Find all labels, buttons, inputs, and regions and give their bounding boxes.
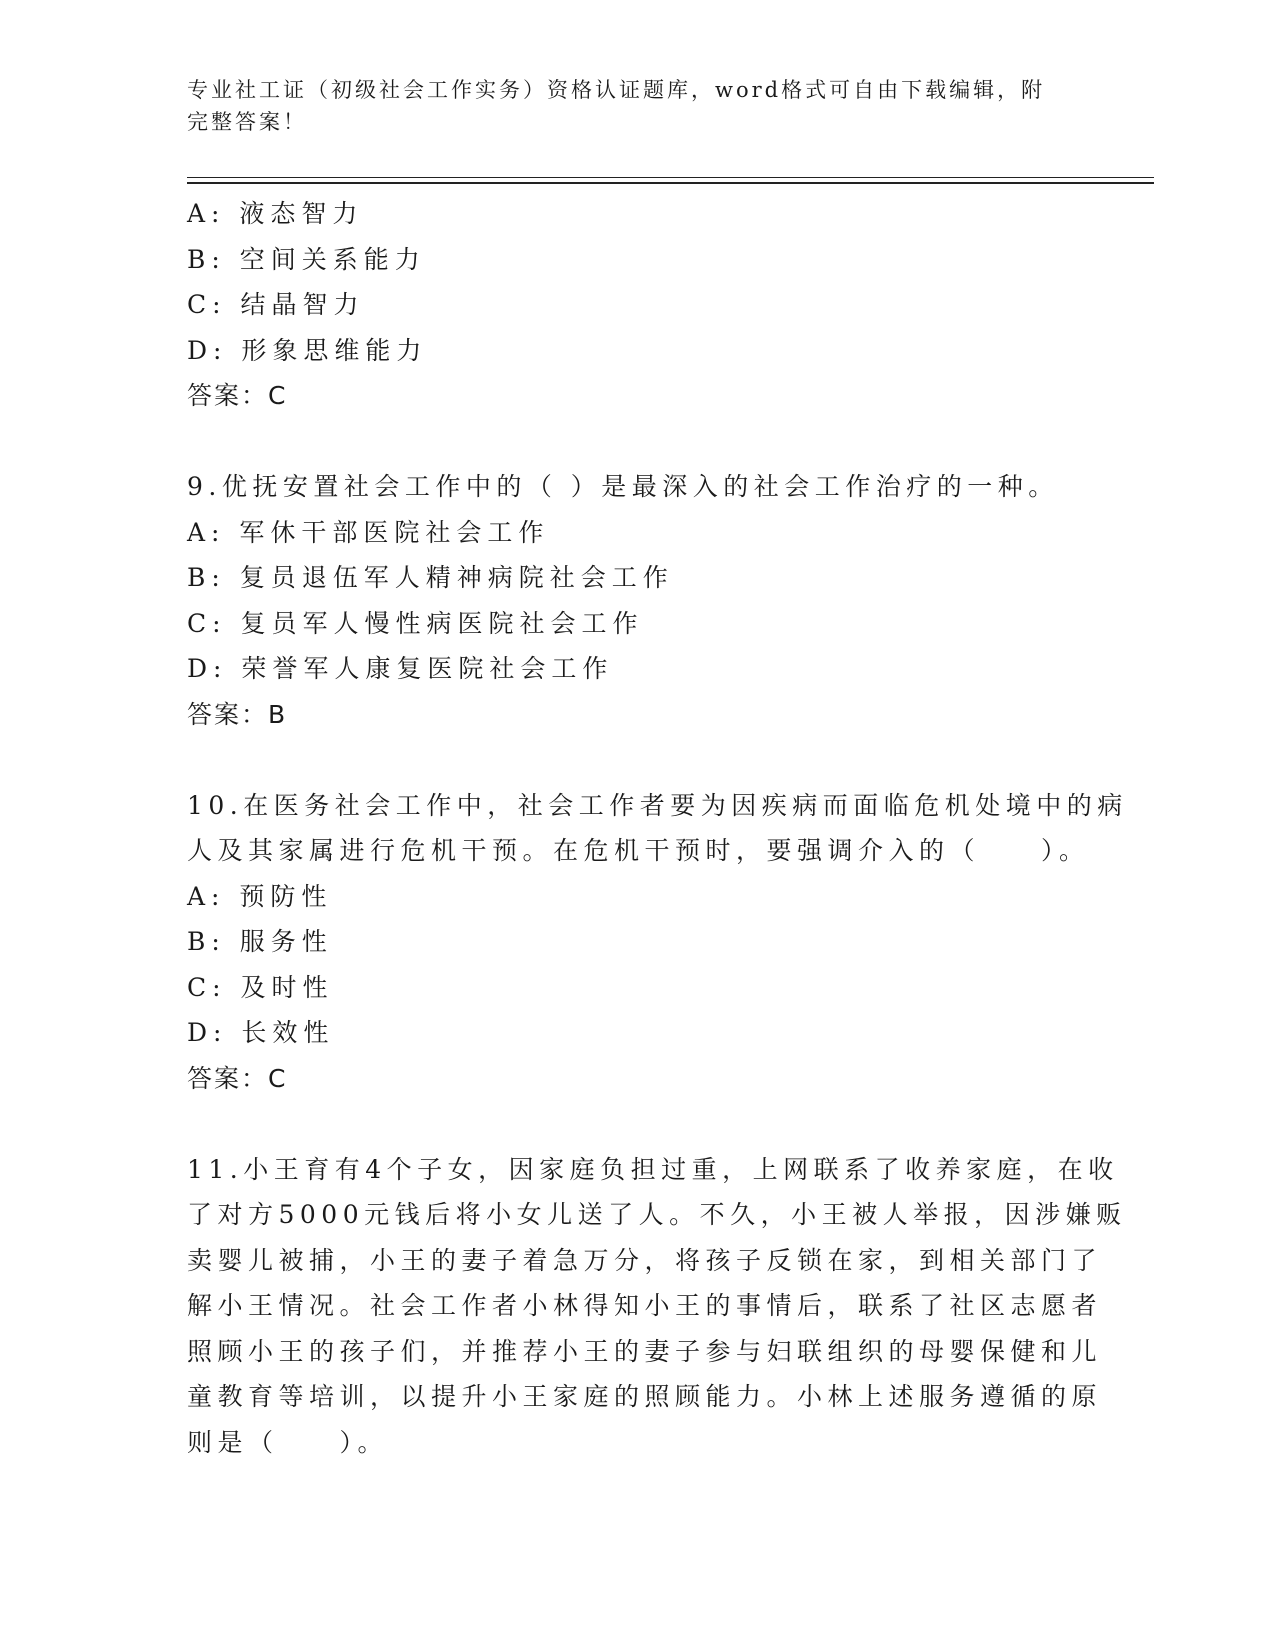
question-8 bbox=[187, 191, 1077, 419]
question-list bbox=[187, 191, 1128, 1465]
question-stem-line-4: 解小王情况。社会工作者小林得知小王的事情后，联系了社区志愿者 bbox=[187, 1291, 1103, 1320]
option-b: B: 复员退伍军人精神病院社会工作 bbox=[187, 563, 674, 592]
option-d: D: 长效性 bbox=[187, 1018, 335, 1047]
question-gap bbox=[187, 737, 1077, 783]
option-b: B: 服务性 bbox=[187, 927, 333, 956]
question-stem-line-2: 了对方5000元钱后将小女儿送了人。不久，小王被人举报，因涉嫌贩 bbox=[187, 1200, 1127, 1229]
header-title-line-2: 完整答案！ bbox=[187, 110, 307, 134]
question-stem-line-1: 10.在医务社会工作中，社会工作者要为因疾病而面临危机处境中的病 bbox=[187, 790, 1128, 820]
question-gap bbox=[187, 419, 1077, 465]
question-gap bbox=[187, 1101, 1077, 1147]
question-stem-line-6: 童教育等培训，以提升小王家庭的照顾能力。小林上述服务遵循的原 bbox=[187, 1382, 1103, 1411]
option-a: A: 军休干部医院社会工作 bbox=[187, 517, 550, 547]
option-a: A: 液态智力 bbox=[187, 199, 364, 228]
question-stem-line-2: 人及其家属进行危机干预。在危机干预时，要强调介入的（ ）。 bbox=[187, 836, 1090, 865]
option-c: C: 及时性 bbox=[187, 972, 334, 1002]
question-stem-line-7: 则是（ ）。 bbox=[187, 1427, 389, 1457]
option-d: D: 荣誉军人康复医院社会工作 bbox=[187, 654, 614, 683]
header-rule-thick bbox=[187, 182, 1154, 184]
answer-line: 答案：C bbox=[187, 381, 288, 410]
question-stem-line-1: 11.小王育有4个子女，因家庭负担过重，上网联系了收养家庭，在收 bbox=[187, 1154, 1119, 1184]
question-stem: 9.优抚安置社会工作中的（ ）是最深入的社会工作治疗的一种。 bbox=[187, 472, 1059, 501]
header-title-line-1: 专业社工证（初级社会工作实务）资格认证题库，word格式可自由下载编辑，附 bbox=[187, 78, 1046, 102]
question-11 bbox=[187, 1147, 1127, 1466]
answer-line: 答案：C bbox=[187, 1063, 288, 1093]
question-10 bbox=[187, 783, 1128, 1102]
question-stem-line-5: 照顾小王的孩子们，并推荐小王的妻子参与妇联组织的母婴保健和儿 bbox=[187, 1336, 1103, 1366]
question-9 bbox=[187, 464, 1077, 737]
document-header bbox=[187, 74, 1067, 138]
question-stem-line-3: 卖婴儿被捕，小王的妻子着急万分，将孩子反锁在家，到相关部门了 bbox=[187, 1245, 1103, 1275]
option-a: A: 预防性 bbox=[187, 881, 333, 911]
answer-line: 答案：B bbox=[187, 699, 288, 729]
header-rule-thin bbox=[187, 177, 1154, 178]
option-c: C: 复员军人慢性病医院社会工作 bbox=[187, 608, 644, 638]
option-d: D: 形象思维能力 bbox=[187, 335, 428, 365]
option-b: B: 空间关系能力 bbox=[187, 244, 426, 274]
option-c: C: 结晶智力 bbox=[187, 290, 365, 319]
